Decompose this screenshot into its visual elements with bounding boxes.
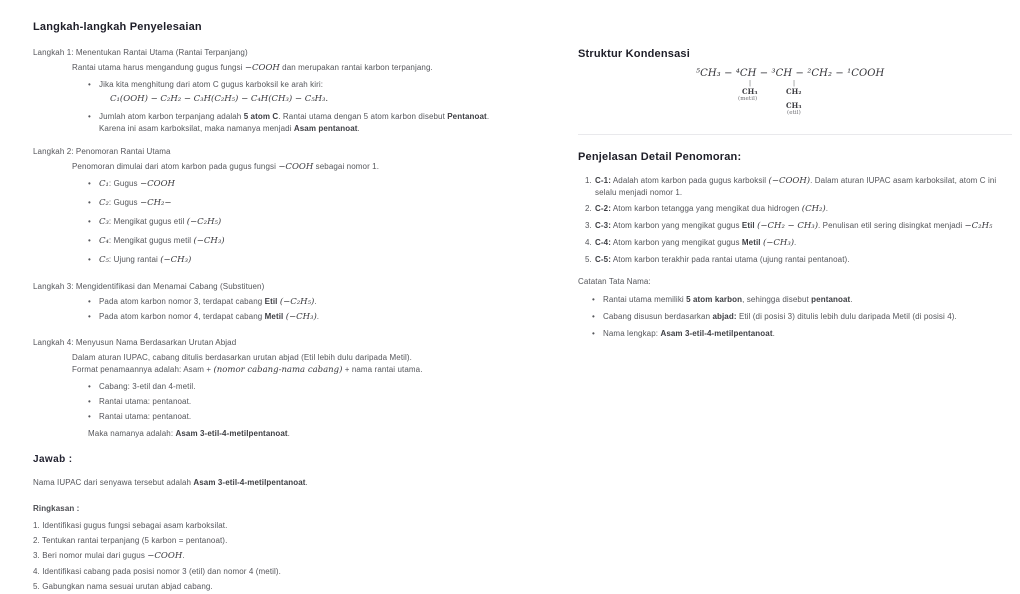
summary-heading: Ringkasan : [33,504,80,513]
step-4-label: Langkah 4: Menyusun Nama Berdasarkan Urutan Abjad [33,338,237,347]
list-item: • Pada atom karbon nomor 4, terdapat cabang Metil (−CH₃). [88,311,496,323]
summary-item: 1. Identifikasi gugus fungsi sebagai asam karboksilat. [33,521,228,530]
list-item: • Jumlah atom karbon terpanjang adalah 5 atom C. Rantai utama dengan 5 atom karbon disebut Pentanoat. Karena ini asam karboksilat, maka namanya menjadi Asam pentanoat. [88,111,496,135]
list-item: • Rantai utama: pentanoat. [88,396,496,408]
summary-item: 2. Tentukan rantai terpanjang (5 karbon = pentanoat). [33,536,228,545]
list-item: • Jika kita menghitung dari atom C gugus karboksil ke arah kiri: C₁(OOH) − C₂H₂ − C₃H(C₂H₅) − C₄H(CH₃) − C₅H₃. [88,79,496,105]
numbering-detail-heading: Penjelasan Detail Penomoran: [578,151,742,163]
summary-item: 5. Gabungkan nama sesuai urutan abjad cabang. [33,582,213,591]
step-1-intro: Rantai utama harus mengandung gugus fungsi −COOH dan merupakan rantai karbon terpanjang. [72,63,433,73]
step-4-body [72,352,512,440]
left-title: Langkah-langkah Penyelesaian [33,21,202,33]
list-item: • Nama lengkap: Asam 3-etil-4-metilpentanoat. [592,328,1006,339]
numbered-item: 5. C-5: Atom karbon terakhir pada rantai utama (ujung rantai pentanoat). [585,255,850,264]
section-divider [578,134,1012,135]
list-item: • C₄: Mengikat gugus metil (−CH₃) [88,235,496,247]
step-3-list [88,296,496,323]
naming-notes-heading: Catatan Tata Nama: [578,277,651,286]
bond-bar: | [749,80,752,87]
naming-notes-list [592,294,1006,339]
summary-section [33,504,535,594]
step-3-body [72,296,512,323]
methyl-branch-formula: CH₃ [742,87,758,96]
summary-item: 4. Identifikasi cabang pada posisi nomor 3 (etil) dan nomor 4 (metil). [33,567,282,576]
list-item: • Cabang: 3-etil dan 4-metil. [88,381,496,393]
step-2-body [72,161,512,266]
left-column [33,21,535,594]
list-item: • Pada atom karbon nomor 3, terdapat cabang Etil (−C₂H₅). [88,296,496,308]
numbered-item: 3. C-3: Atom karbon yang mengikat gugus Etil (−CH₂ − CH₃). Penulisan etil sering disingkat menjadi −C₂H₅ [585,221,993,231]
step-2 [33,147,535,266]
summary-item: 3. Beri nomor mulai dari gugus −COOH. [33,551,185,561]
condensed-structure-heading: Struktur Kondensasi [578,48,690,60]
step-4-line1: Dalam aturan IUPAC, cabang ditulis berdasarkan urutan abjad (Etil lebih dulu daripada Metil). [72,353,412,362]
answer-text: Nama IUPAC dari senyawa tersebut adalah Asam 3-etil-4-metilpentanoat. [33,478,308,487]
step-3-label: Langkah 3: Mengidentifikasi dan Menamai Cabang (Substituen) [33,282,265,291]
step-1-body [72,62,512,135]
ethyl-branch-formula-1: CH₂ [786,87,802,96]
numbered-item: 1. C-1: Adalah atom karbon pada gugus karboksil (−COOH). Dalam aturan IUPAC asam karboksilat, atom C ini selalu menjadi nomor 1. [585,176,997,197]
step-2-intro: Penomoran dimulai dari atom karbon pada gugus fungsi −COOH sebagai nomor 1. [72,162,380,172]
list-item: • C₃: Mengikat gugus etil (−C₂H₅) [88,216,496,228]
ethyl-branch-formula-2: CH₃ [786,101,802,110]
list-item: • Rantai utama: pentanoat. [88,411,496,423]
answer-section [33,454,535,489]
step-1-label: Langkah 1: Menentukan Rantai Utama (Rantai Terpanjang) [33,48,248,57]
step-4 [33,338,535,440]
step-2-label: Langkah 2: Penomoran Rantai Utama [33,147,171,156]
list-item: • C₁: Gugus −COOH [88,178,496,190]
main-chain-formula: ⁵CH₃ − ⁴CH − ³CH − ²CH₂ − ¹COOH [696,68,885,79]
step-4-conclusion: Maka namanya adalah: Asam 3-etil-4-metilpentanoat. [88,429,290,438]
bond-bar: | [793,80,796,87]
carbon-chain-formula: C₁(OOH) − C₂H₂ − C₃H(C₂H₅) − C₄H(CH₃) − C₅H₃. [110,94,329,104]
answer-heading: Jawab : [33,454,73,465]
step-3 [33,282,535,323]
list-item: • Rantai utama memiliki 5 atom karbon, sehingga disebut pentanoat. [592,294,1006,305]
step-4-line2: Format penamaannya adalah: Asam + (nomor cabang-nama cabang) + nama rantai utama. [72,365,423,375]
list-item: • C₂: Gugus −CH₂− [88,197,496,209]
step-4-list [88,381,496,423]
step-2-list [88,178,496,266]
methyl-branch-label: (metil) [738,96,758,102]
numbered-item: 2. C-2: Atom karbon tetangga yang mengikat dua hidrogen (CH₂). [585,204,829,214]
right-column [578,48,1012,345]
list-item: • Cabang disusun berdasarkan abjad: Etil (di posisi 3) ditulis lebih dulu daripada Metil (di posisi 4). [592,311,1006,322]
condensed-structure-diagram [696,68,936,130]
numbered-item: 4. C-4: Atom karbon yang mengikat gugus Metil (−CH₃). [585,238,797,248]
ethyl-branch-label: (etil) [787,110,801,116]
list-item: • C₅: Ujung rantai (−CH₃) [88,254,496,266]
step-1-list [88,79,496,135]
step-1 [33,48,535,135]
